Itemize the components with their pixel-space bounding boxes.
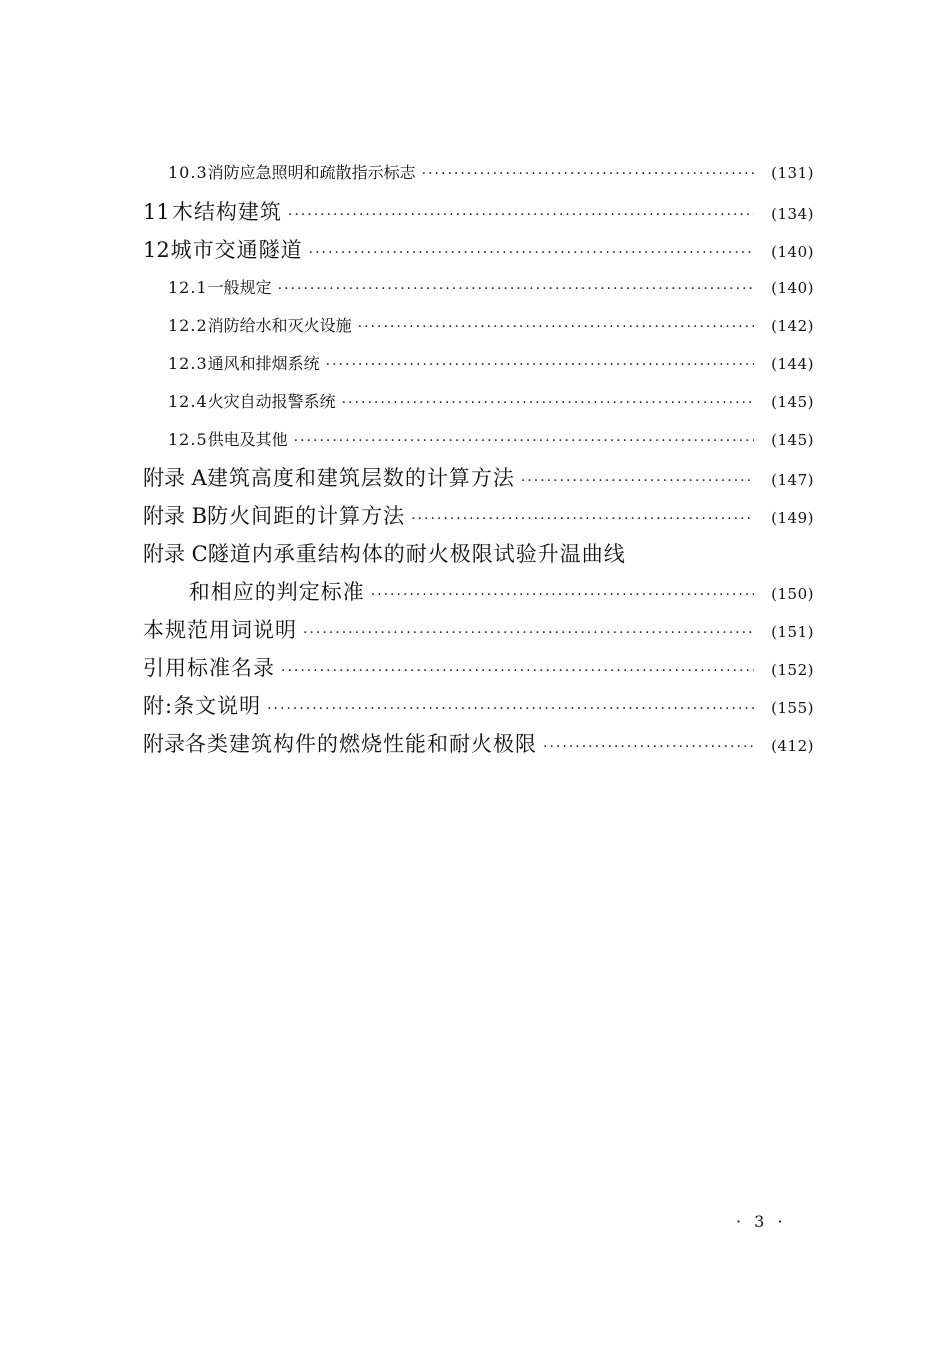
toc-leader-dots bbox=[371, 587, 754, 603]
toc-leader-dots bbox=[294, 433, 754, 449]
toc-entry-number: 12.2 bbox=[168, 316, 208, 335]
toc-entry-title: 消防给水和灭火设施 bbox=[207, 316, 352, 335]
toc-entry-page: (412) bbox=[771, 737, 814, 755]
toc-leader-dots bbox=[342, 395, 754, 411]
toc-leader-dots bbox=[267, 701, 754, 717]
toc-entry-title: 火灾自动报警系统 bbox=[207, 392, 336, 411]
toc-entry-title: 本规范用词说明 bbox=[143, 618, 297, 642]
toc-leader-dots bbox=[543, 739, 754, 755]
toc-entry-page: (145) bbox=[771, 431, 814, 449]
toc-entry-title: 消防应急照明和疏散指示标志 bbox=[207, 163, 416, 182]
toc-entry-number: 10.3 bbox=[168, 163, 208, 182]
toc-entry-number: 12.4 bbox=[168, 392, 208, 411]
toc-leader-dots bbox=[309, 245, 754, 261]
toc-entry-number: 11 bbox=[143, 200, 170, 224]
toc-leader-dots bbox=[326, 357, 754, 373]
toc-entry-number: 附录 C bbox=[143, 542, 208, 566]
toc-leader-dots bbox=[288, 207, 754, 223]
toc-entry-page: (151) bbox=[771, 623, 814, 641]
toc-entry-page: (150) bbox=[771, 585, 814, 603]
toc-entry-page: (149) bbox=[771, 509, 814, 527]
toc-entry-page: (145) bbox=[771, 393, 814, 411]
toc-entry-title: 防火间距的计算方法 bbox=[207, 504, 406, 528]
toc-entry-title: 和相应的判定标准 bbox=[188, 580, 365, 604]
toc-entry-title: 附:条文说明 bbox=[143, 694, 262, 718]
toc-leader-dots bbox=[281, 663, 754, 679]
toc-entry-page: (140) bbox=[771, 279, 814, 297]
toc-entry-page: (144) bbox=[771, 355, 814, 373]
toc-leader-dots bbox=[278, 281, 754, 297]
toc-entry-title: 引用标准名录 bbox=[143, 656, 275, 680]
toc-entry-page: (131) bbox=[771, 164, 814, 182]
toc-entry-number: 附录 B bbox=[143, 504, 208, 528]
toc-entry-title: 各类建筑构件的燃烧性能和耐火极限 bbox=[185, 732, 537, 756]
toc-entry-number: 12.3 bbox=[168, 354, 208, 373]
toc-leader-dots bbox=[303, 625, 754, 641]
toc-entry-number: 12.5 bbox=[168, 430, 208, 449]
toc-entry-page: (134) bbox=[771, 205, 814, 223]
toc-entry-number: 12 bbox=[143, 238, 170, 262]
toc-entry-page: (147) bbox=[771, 471, 814, 489]
toc-entry-title: 建筑高度和建筑层数的计算方法 bbox=[206, 466, 515, 490]
toc-entry-title: 供电及其他 bbox=[207, 430, 288, 449]
toc-entry-title: 通风和排烟系统 bbox=[207, 354, 320, 373]
toc-entry-title: 隧道内承重结构体的耐火极限试验升温曲线 bbox=[207, 542, 626, 566]
toc-entry-title: 一般规定 bbox=[207, 278, 272, 297]
toc-entry-number: 附录 A bbox=[143, 466, 207, 490]
toc-entry-page: (140) bbox=[771, 243, 814, 261]
toc-leader-dots bbox=[422, 166, 754, 182]
toc-entry-title: 木结构建筑 bbox=[171, 200, 282, 224]
toc-entry-page: (155) bbox=[771, 699, 814, 717]
toc-entry-page: (152) bbox=[771, 661, 814, 679]
toc-leader-dots bbox=[358, 319, 754, 335]
toc-entry-number: 附录 bbox=[143, 732, 185, 756]
toc-entry-page: (142) bbox=[771, 317, 814, 335]
page-number: · 3 · bbox=[736, 1212, 787, 1231]
toc-entry-title: 城市交通隧道 bbox=[170, 238, 303, 262]
toc-leader-dots bbox=[411, 511, 754, 527]
toc-entry-number: 12.1 bbox=[168, 278, 208, 297]
toc-leader-dots bbox=[521, 473, 754, 489]
